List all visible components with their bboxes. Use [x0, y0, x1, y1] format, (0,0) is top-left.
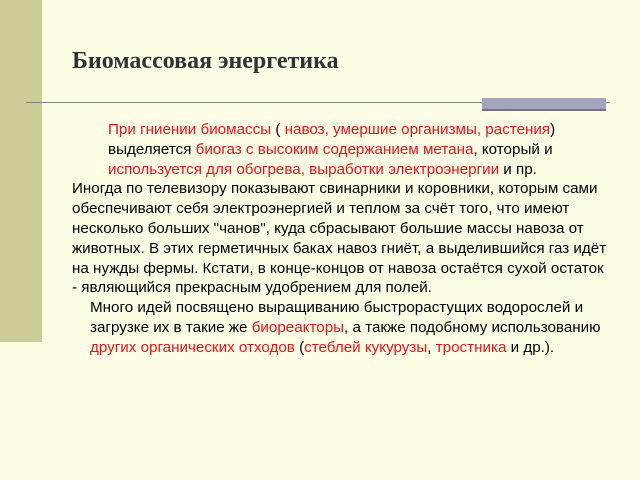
text-span: , а также подобному использованию: [344, 318, 601, 336]
slide-title: Биомассовая энергетика: [72, 48, 339, 74]
highlight-bioreactors: биореакторы: [251, 318, 345, 336]
highlight-organic-waste: других органических отходов: [90, 338, 295, 356]
text-span: и др.).: [506, 338, 555, 356]
text-span: (: [271, 121, 285, 138]
paragraph-farms: Иногда по телевизору показывают свинарники и коровники, которым сами обеспечивают себя электроэнергией и теплом за счёт того, что имеют несколько больших "чанов", куда сбрасывают большие массы навоза от животных. В этих герметичных баках навоз гниёт, а выделившийся газ идёт на нужды фермы. Кстати, в конце-концов от навоза остаётся сухой остаток - являющийся прекрасным удобрением для полей.: [72, 180, 607, 297]
text-span: ) выделяется: [108, 121, 556, 158]
highlight-corn-stalks: стеблей кукурузы: [304, 338, 428, 356]
highlight-sources: навоз, умершие организмы, растения: [284, 121, 551, 138]
highlight-biogas: биогаз с высоким содержанием метана: [195, 140, 474, 158]
highlight-decay: При гниении биомассы: [108, 121, 272, 138]
text-span: ,: [427, 338, 436, 356]
divider-accent-block: [482, 98, 606, 111]
highlight-usage: используется для обогрева, выработки электроэнергии: [108, 160, 500, 178]
paragraph-algae: [72, 298, 612, 357]
text-span: (: [294, 338, 305, 356]
text-span: , который и: [473, 140, 553, 158]
paragraph-biomass-decay: [72, 120, 612, 179]
slide-body: [72, 120, 612, 358]
text-span: и пр.: [499, 160, 537, 178]
highlight-reed: тростника: [435, 338, 507, 356]
left-decorative-bar: [0, 0, 42, 342]
text-span: Много идей посвящено выращиванию быстрорастущих водорослей и загрузке их в такие же: [90, 299, 584, 336]
